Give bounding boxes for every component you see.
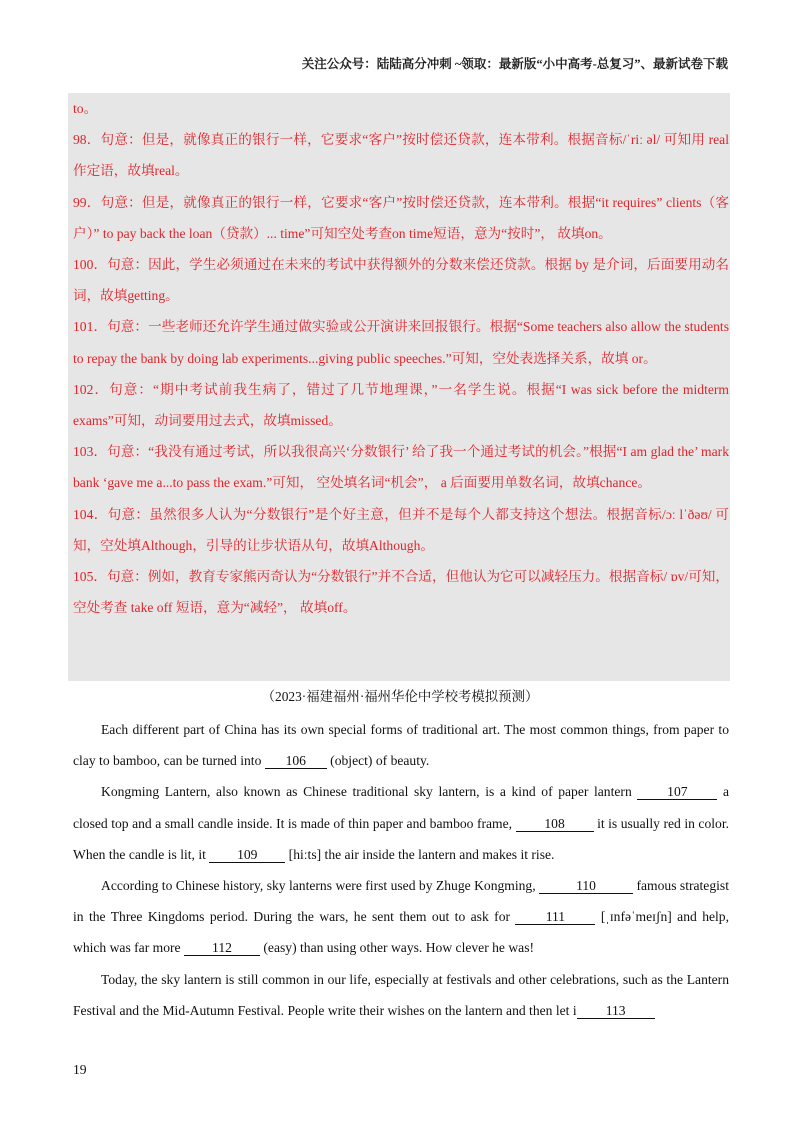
answer-item: 105．句意：例如，教育专家熊丙奇认为“分数银行”并不合适，但他认为它可以减轻压力。根据音标/ ɒv/可知，空处考查 take off 短语，意为“减轻”， 故填off。 xyxy=(73,569,729,616)
blank-111[interactable]: 111 xyxy=(515,909,595,925)
answer-item: to。 xyxy=(73,101,98,116)
passage-paragraph-4 xyxy=(73,964,729,1026)
answer-item: 100．句意：因此，学生必须通过在未来的考试中获得额外的分数来偿还贷款。根据 by 是介词，后面要用动名词，故填getting。 xyxy=(73,257,729,304)
passage-text: it is usually red in color. When the candle is lit, it xyxy=(73,815,729,862)
passage-text: Today, the sky lantern is still common in our life, especially at festivals and other celebrations, such as the Lantern Festival and the Mid-Autumn Festival. People write their wishes on the lantern and then let i xyxy=(73,971,729,1018)
blank-113[interactable]: 113 xyxy=(577,1003,655,1019)
answer-item: 104．句意：虽然很多人认为“分数银行”是个好主意，但并不是每个人都支持这个想法。根据音标/ɔː lˈðəʊ/ 可知，空处填Although，引导的让步状语从句，故填Although。 xyxy=(73,506,729,553)
page-header: 关注公众号：陆陆高分冲刺 ~领取：最新版“小中高考-总复习”、最新试卷下载 xyxy=(301,57,728,71)
passage-text: Kongming Lantern, also known as Chinese traditional sky lantern, is a kind of paper lantern xyxy=(101,784,638,800)
passage-text: (object) of beauty. xyxy=(326,753,430,769)
blank-106[interactable]: 106 xyxy=(265,753,327,769)
passage-text: [hiːts] the air inside the lantern and makes it rise. xyxy=(285,846,555,862)
blank-112[interactable]: 112 xyxy=(184,940,260,956)
passage-paragraph-1 xyxy=(73,714,729,776)
blank-110[interactable]: 110 xyxy=(539,878,633,894)
blank-108[interactable]: 108 xyxy=(516,816,594,832)
passage-text: According to Chinese history, sky lanterns were first used by Zhuge Kongming, xyxy=(101,878,540,894)
question-source: （2023·福建福州·福州华伦中学校考模拟预测） xyxy=(261,689,539,704)
passage-text: [ˌɪnfəˈmeɪʃn] and help, which was far more xyxy=(73,909,730,956)
blank-109[interactable]: 109 xyxy=(209,847,285,863)
answer-item: 101．句意：一些老师还允许学生通过做实验或公开演讲来回报银行。根据“Some teachers also allow the students to repay the bank by doing lab experiments...giving public speeches.”可知，空处表选择关系，故填 or。 xyxy=(73,319,729,366)
passage-text: Each different part of China has its own special forms of traditional art. The most common things, from paper to clay to bamboo, can be turned into xyxy=(73,722,729,769)
passage-text: (easy) than using other ways. How clever he was! xyxy=(259,940,535,956)
passage-paragraph-3 xyxy=(73,870,729,964)
passage-text: famous strategist in the Three Kingdoms period. During the wars, he sent them out to ask for xyxy=(73,878,729,925)
cloze-passage xyxy=(73,714,729,1026)
blank-107[interactable]: 107 xyxy=(637,784,717,800)
answer-item: 98．句意：但是，就像真正的银行一样，它要求“客户”按时偿还贷款，连本带利。根据音标/ˈriː əl/ 可知用 real 作定语，故填real。 xyxy=(73,132,729,179)
answer-item: 99．句意：但是，就像真正的银行一样，它要求“客户”按时偿还贷款，连本带利。根据“it requires” clients（客户）” to pay back the loan（贷款）... time”可知空处考查on time短语，意为“按时”， 故填on。 xyxy=(73,194,729,241)
passage-paragraph-2 xyxy=(73,776,729,870)
answer-item: 103．句意：“我没有通过考试，所以我很高兴‘分数银行’ 给了我一个通过考试的机会。”根据“I am glad the’ mark bank ‘gave me a...to pass the exam.”可知， 空处填名词“机会”， a 后面要用单数名词，故填chance。 xyxy=(73,444,729,491)
answer-item: 102．句意：“期中考试前我生病了，错过了几节地理课，”一名学生说。根据“I was sick before the midterm exams”可知，动词要用过去式，故填missed。 xyxy=(73,381,729,429)
page-number: 19 xyxy=(73,1062,87,1077)
passage-text: a closed top and a small candle inside. It is made of thin paper and bamboo frame, xyxy=(73,784,729,831)
answer-explanations xyxy=(73,93,729,623)
